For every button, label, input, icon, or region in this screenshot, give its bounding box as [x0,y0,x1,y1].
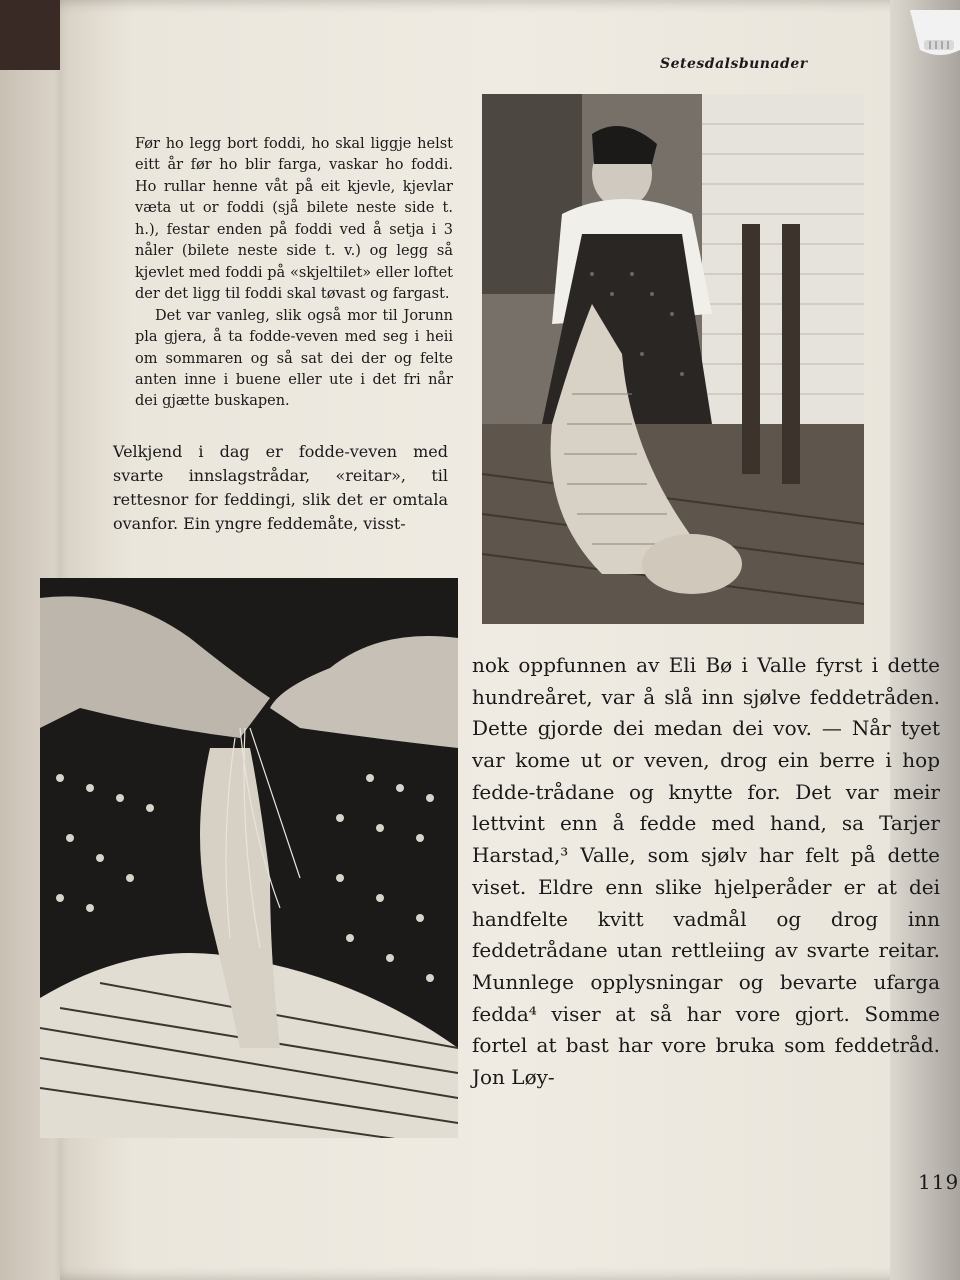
photo-woman-knitting [482,94,864,624]
text-block-middle-left [113,440,448,536]
paragraph: nok oppfunnen av Eli Bø i Valle fyrst i dette hundreåret, var å slå inn sjølve feddetråden. Dette gjorde dei medan dei vov. — Når tyet var kome ut or veven, drog ein berre i hop fedde-trådane og knytte for. Det var meir lettvint enn å fedde med hand, sa Tarjer Harstad,³ Valle, som sjølv har felt på dette viset. Eldre enn slike hjelperåder er at dei handfelte kvitt vadmål og drog inn feddetrådane utan rettleiing av svarte reitar. Munnlege opplysningar og bevarte ufarga fedda⁴ viser at så har vore gjort. Somme fortel at bast har vore bruka som feddetråd. Jon Løy- [472,653,940,1089]
paragraph: Det var vanleg, slik også mor til Jorunn pla gjera, å ta fodde-veven med seg i heii om sommaren og så sat dei der og felte anten inne i buene eller ute i det fri når dei gjætte buskapen. [135,307,453,410]
paragraph: Velkjend i dag er fodde-veven med svarte innslagstrådar, «reitar», til rettesnor for feddingi, slik det er omtala ovanfor. Ein yngre feddemåte, visst- [113,442,448,533]
paragraph: Før ho legg bort foddi, ho skal liggje helst eitt år før ho blir farga, vaskar ho foddi. Ho rullar henne våt på eit kjevle, kjevlar væta ut or foddi (sjå bilete neste side t. h.), festar enden på foddi ved å setja i 3 nåler (bilete neste side t. v.) og legg så kjevlet med foddi på «skjeltilet» eller loftet der det ligg til foddi skal tøvast og fargast. [135,136,453,303]
device-cable-icon [890,10,960,70]
text-block-bottom-right [472,650,940,1094]
photo-hands-knotting [40,578,458,1138]
page-number: 119 [918,1170,960,1194]
running-head: Setesdalsbunader [660,56,808,72]
text-block-top-left [135,134,453,413]
